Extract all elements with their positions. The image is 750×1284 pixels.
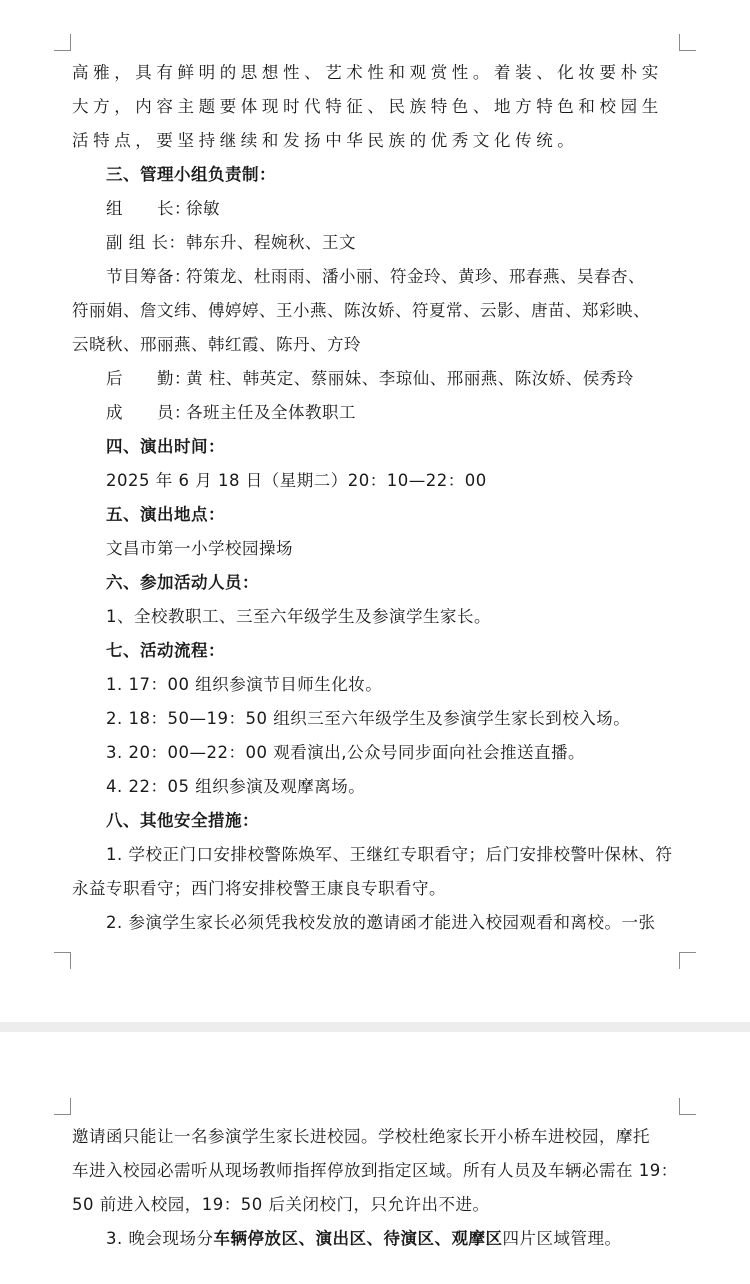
section-4-heading: 四、演出时间： [106,437,225,456]
logistics-row [106,368,680,390]
participants: 1、全校教职工、三至六年级学生及参演学生家长。 [106,607,491,626]
section-7-heading: 七、活动流程： [106,641,225,660]
flow-step-2: 2. 18：50—19：50 组织三至六年级学生及参演学生家长到校入场。 [106,709,631,728]
performance-venue: 文昌市第一小学校园操场 [106,539,293,558]
program-names-2: 符丽娟、詹文纬、傅婷婷、王小燕、陈汝娇、符夏常、云影、唐苗、郑彩映、 [72,301,650,320]
document-page-2 [0,1032,750,1284]
intro-line-2: 大方，内容主题要体现时代特征、民族特色、地方特色和校园生 [72,97,663,116]
section-8-heading: 八、其他安全措施： [106,811,259,830]
deputy-names: 韩东升、程婉秋、王文 [186,233,356,252]
logistics-label: 后 勤： [106,369,191,388]
safety-item-2-line-3: 车进入校园必需听从现场教师指挥停放到指定区域。所有人员及车辆必需在 19： [72,1161,678,1180]
members-text: 各班主任及全体教职工 [186,403,356,422]
program-row [106,266,680,288]
intro-line-3: 活特点，要坚持继续和发扬中华民族的优秀文化传统。 [72,131,579,150]
crop-mark-top-left [54,34,71,51]
crop-mark-top-right [679,34,696,51]
leader-label: 组 长： [106,199,191,218]
members-row [106,402,680,424]
program-names-1: 符策龙、杜雨雨、潘小丽、符金玲、黄珍、邢春燕、吴春杏、 [186,267,645,286]
members-label: 成 员： [106,403,191,422]
deputy-row [106,232,680,254]
safety-item-3-suffix: 四片区域管理。 [502,1229,622,1248]
safety-item-1-line-2: 永益专职看守；西门将安排校警王康良专职看守。 [72,879,446,898]
safety-item-3 [106,1228,680,1250]
section-6-heading: 六、参加活动人员： [106,573,259,592]
crop-mark-bottom-left [54,952,71,969]
safety-item-2-line-1: 2. 参演学生家长必须凭我校发放的邀请函才能进入校园观看和离校。一张 [106,913,656,932]
program-names-3: 云晓秋、邢丽燕、韩红霞、陈丹、方玲 [72,335,361,354]
safety-item-2-line-4: 50 前进入校园，19：50 后关闭校门，只允许出不进。 [72,1195,490,1214]
safety-item-3-prefix: 3. 晚会现场分 [106,1229,214,1248]
safety-item-1-line-1: 1. 学校正门口安排校警陈焕军、王继红专职看守；后门安排校警叶保林、符 [106,845,673,864]
leader-name: 徐敏 [186,199,220,218]
intro-line-1: 高雅，具有鲜明的思想性、艺术性和观赏性。着装、化妆要朴实 [72,63,663,82]
deputy-label: 副 组 长： [106,233,186,252]
crop-mark-top-right [679,1098,696,1115]
section-5-heading: 五、演出地点： [106,505,225,524]
safety-item-3-zones: 车辆停放区、演出区、待演区、观摩区 [213,1229,503,1248]
crop-mark-bottom-right [679,952,696,969]
performance-time: 2025 年 6 月 18 日（星期二）20：10—22：00 [106,471,487,490]
leader-row [106,198,680,220]
program-label: 节目筹备： [106,267,191,286]
flow-step-4: 4. 22：05 组织参演及观摩离场。 [106,777,366,796]
logistics-names: 黄 柱、韩英定、蔡丽妹、李琼仙、邢丽燕、陈汝娇、侯秀玲 [186,369,634,388]
flow-step-3: 3. 20：00—22：00 观看演出,公众号同步面向社会推送直播。 [106,743,585,762]
flow-step-1: 1. 17：00 组织参演节目师生化妆。 [106,675,383,694]
section-3-heading: 三、管理小组负责制： [106,165,276,184]
crop-mark-top-left [54,1098,71,1115]
safety-item-2-line-2: 邀请函只能让一名参演学生家长进校园。学校杜绝家长开小桥车进校园，摩托 [72,1127,650,1146]
